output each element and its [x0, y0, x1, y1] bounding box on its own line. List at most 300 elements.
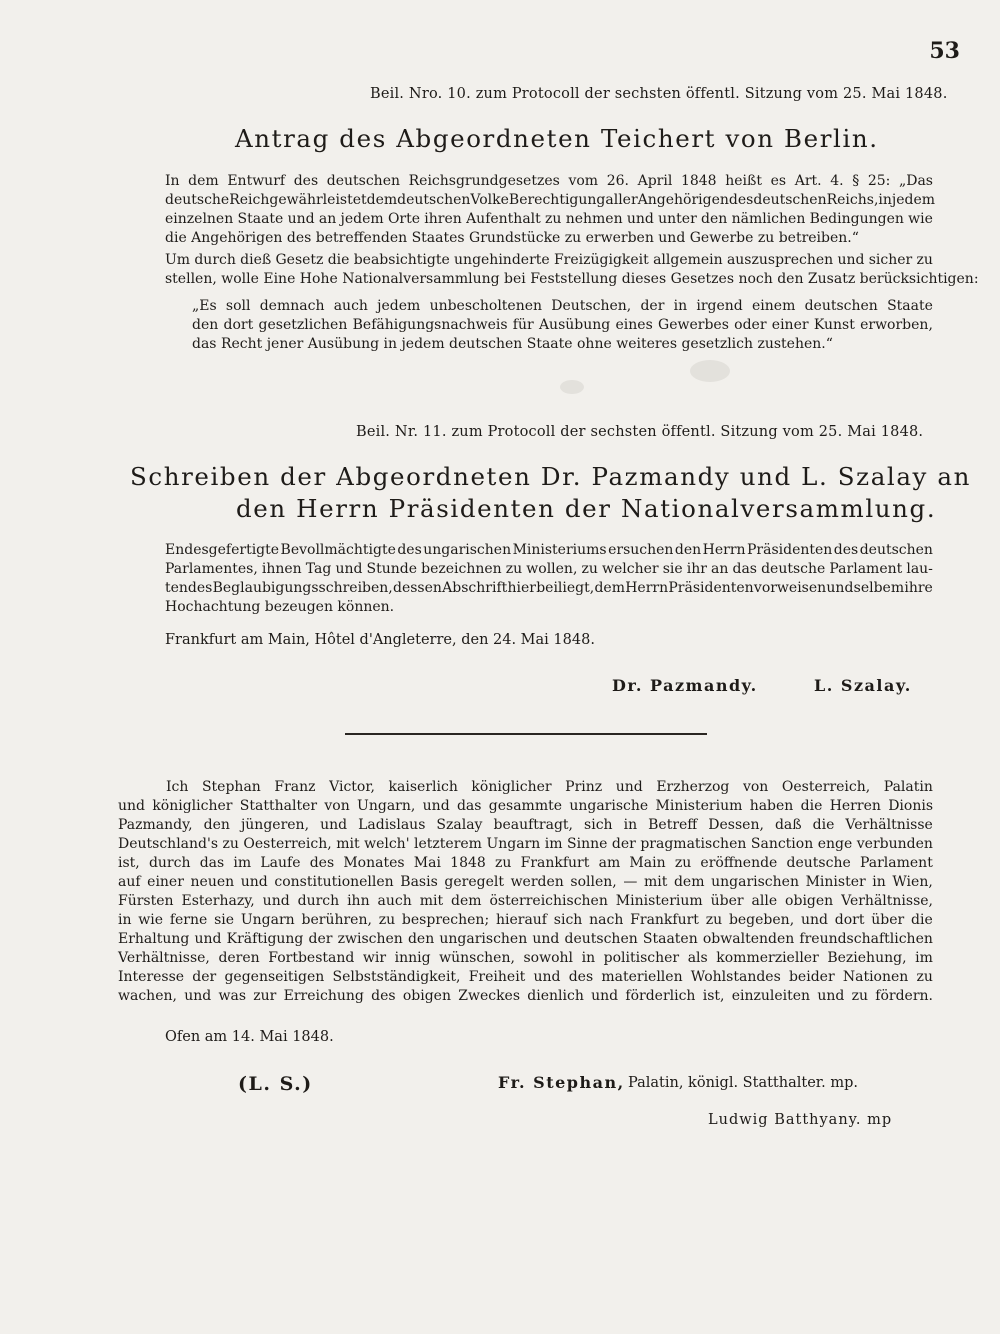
word: Oesterreich,: [243, 836, 332, 852]
word: Ministeriums: [512, 542, 607, 558]
word: werden: [510, 874, 564, 890]
text-line: stellen, wolle Eine Hohe Nationalversammlung bei Feststellung dieses Gesetzes noch den Zusatz berücksichtigen:: [165, 271, 979, 287]
word: der: [640, 298, 665, 314]
word: Ich: [166, 779, 189, 795]
word: den: [192, 317, 219, 333]
word: Befähigungsnachweis: [352, 317, 508, 333]
word: Ausübung: [538, 317, 611, 333]
word: des: [728, 192, 754, 208]
word: gewährleistet: [269, 192, 367, 208]
word: heißt: [725, 173, 762, 189]
signature-szalay: L. Szalay.: [814, 676, 912, 695]
word: sich: [553, 912, 583, 928]
word: deutschen: [859, 542, 933, 558]
word: hier: [507, 580, 536, 596]
word: durch: [194, 252, 236, 268]
word: Angehörigen: [637, 192, 729, 208]
text-line: [192, 316, 933, 335]
word: mit: [336, 836, 360, 852]
word: Ungarn,: [357, 798, 416, 814]
word: von: [324, 798, 350, 814]
text-line: [118, 930, 933, 949]
word: April: [637, 173, 673, 189]
word: zu: [705, 912, 723, 928]
word: gesammte: [488, 798, 563, 814]
word: nehmen: [565, 211, 623, 227]
annex-11-header: Beil. Nr. 11. zum Protocoll der sechsten öffentl. Sitzung vom 25. Mai 1848.: [356, 424, 924, 440]
word: Abschrift: [442, 580, 508, 596]
word: ist,: [702, 988, 725, 1004]
word: den: [674, 542, 702, 558]
word: ungarischen: [711, 874, 799, 890]
text-line: [118, 873, 933, 892]
word: bezeichnen: [421, 561, 502, 577]
word: deutsche: [165, 192, 230, 208]
word: Victor,: [329, 779, 375, 795]
word: dieß: [240, 252, 272, 268]
word: Sinne: [567, 836, 608, 852]
word: daß: [774, 817, 802, 833]
word: das: [732, 561, 757, 577]
word: Volke: [470, 192, 509, 208]
word: Erhaltung: [118, 931, 190, 947]
word: den: [407, 931, 435, 947]
word: jedem: [377, 298, 421, 314]
word: 1848: [680, 173, 717, 189]
word: dessen: [393, 580, 442, 596]
word: Dessen,: [708, 817, 764, 833]
word: wie: [908, 211, 933, 227]
word: deren: [218, 950, 260, 966]
word: Staaten: [642, 931, 698, 947]
word: zu: [674, 855, 692, 871]
word: „Das: [898, 173, 933, 189]
word: Verhältnisse: [845, 817, 933, 833]
word: und: [240, 874, 268, 890]
word: beabsichtigte: [353, 252, 450, 268]
word: selbem: [853, 580, 905, 596]
word: Palatin: [883, 779, 933, 795]
word: Pazmandy,: [118, 817, 193, 833]
word: Bevollmächtigte: [280, 542, 396, 558]
text-line: [165, 191, 936, 210]
annex-11-dateline: Frankfurt am Main, Hôtel d'Angleterre, den 24. Mai 1848.: [165, 632, 595, 648]
word: sollen,: [570, 874, 617, 890]
word: Stunde: [366, 561, 418, 577]
word: Kunst: [813, 317, 855, 333]
word: zu: [222, 836, 239, 852]
word: dort: [834, 912, 865, 928]
word: deutsche: [761, 561, 826, 577]
word: ihre: [904, 580, 933, 596]
word: politischer: [603, 950, 680, 966]
word: sie: [662, 561, 683, 577]
word: ist,: [118, 855, 140, 871]
word: einer: [147, 874, 184, 890]
word: Beglaubigungsschreiben,: [212, 580, 393, 596]
word: Berechtigung: [508, 192, 606, 208]
text-line: die Angehörigen des betreffenden Staates Grundstücke zu erwerben und Gewerbe zu betreiben.“: [165, 230, 859, 246]
word: Frankfurt: [630, 912, 699, 928]
word: verbunden: [856, 836, 933, 852]
word: Freizügigkeit: [553, 252, 649, 268]
word: das: [456, 798, 482, 814]
word: es: [770, 173, 787, 189]
signature-pazmandy: Dr. Pazmandy.: [612, 676, 758, 695]
word: der: [308, 931, 333, 947]
word: des: [568, 969, 594, 985]
word: tendes: [165, 580, 213, 596]
word: Oesterreich,: [781, 779, 871, 795]
word: Wien,: [892, 874, 933, 890]
word: in: [878, 192, 892, 208]
word: beider: [788, 969, 835, 985]
word: im: [915, 950, 933, 966]
signer-title: Palatin, königl. Statthalter. mp.: [628, 1075, 858, 1091]
word: obigen: [785, 893, 834, 909]
word: ungarischen: [423, 542, 512, 558]
word: Dionis: [888, 798, 933, 814]
word: mit: [643, 874, 668, 890]
word: deutschen: [397, 192, 471, 208]
word: Bedingungen: [809, 211, 904, 227]
word: und: [591, 988, 619, 1004]
word: einzuleiten: [731, 988, 811, 1004]
word: in: [872, 874, 886, 890]
word: der: [611, 836, 636, 852]
word: des: [293, 173, 319, 189]
word: und: [826, 580, 854, 596]
word: zu: [581, 561, 598, 577]
word: 25:: [867, 173, 891, 189]
word: des: [371, 988, 396, 1004]
word: zu: [545, 211, 562, 227]
word: zur: [253, 988, 277, 1004]
word: und: [287, 211, 315, 227]
word: kommerzieller: [716, 950, 819, 966]
word: für: [512, 317, 534, 333]
word: wir: [362, 950, 387, 966]
word: das: [199, 855, 225, 871]
word: über: [871, 912, 905, 928]
word: Esterhazy,: [181, 893, 255, 909]
word: erworben,: [860, 317, 933, 333]
paper-stain: [560, 380, 584, 394]
word: auch: [377, 893, 412, 909]
word: Entwurf: [227, 173, 286, 189]
word: —: [623, 874, 638, 890]
word: „Es: [192, 298, 217, 314]
word: sich: [584, 817, 613, 833]
text-line: [165, 541, 933, 560]
word: wie: [138, 912, 164, 928]
word: zu: [916, 969, 933, 985]
word: begeben,: [728, 912, 795, 928]
word: lau-: [906, 561, 933, 577]
word: Präsidenten: [747, 542, 833, 558]
word: Parlament: [859, 855, 933, 871]
word: eröffnende: [700, 855, 778, 871]
word: vorweisen: [753, 580, 827, 596]
word: Gesetz: [275, 252, 324, 268]
word: auszusprechen: [726, 252, 834, 268]
word: innig: [394, 950, 431, 966]
word: freundschaftlichen: [799, 931, 933, 947]
word: über: [710, 893, 744, 909]
word: Stephan: [201, 779, 261, 795]
word: österreichischen: [489, 893, 608, 909]
word: Frankfurt: [520, 855, 590, 871]
word: Betreff: [648, 817, 698, 833]
word: sicher: [868, 252, 913, 268]
word: Reich: [229, 192, 270, 208]
annex-10-header: Beil. Nro. 10. zum Protocoll der sechsten öffentl. Sitzung vom 25. Mai 1848.: [370, 86, 948, 102]
word: Prinz: [565, 779, 603, 795]
word: im: [233, 855, 252, 871]
word: ihren: [424, 211, 462, 227]
word: deutschen: [326, 173, 400, 189]
word: königlicher: [471, 779, 552, 795]
word: Zweckes: [458, 988, 521, 1004]
word: Main: [629, 855, 666, 871]
word: deutsche: [786, 855, 851, 871]
word: des: [309, 855, 335, 871]
word: jedem: [340, 211, 384, 227]
word: 1848: [450, 855, 486, 871]
word: Interesse: [118, 969, 185, 985]
word: Minister: [805, 874, 866, 890]
text-line: [118, 892, 933, 911]
word: 4.: [830, 173, 844, 189]
word: Statthalter: [239, 798, 318, 814]
word: dienlich: [527, 988, 584, 1004]
word: dem: [451, 893, 482, 909]
paper-stain: [690, 360, 730, 382]
word: deutschen: [804, 298, 878, 314]
word: und: [533, 969, 561, 985]
word: zu: [916, 252, 933, 268]
word: in: [673, 298, 688, 314]
word: die: [800, 798, 823, 814]
word: dem: [188, 173, 219, 189]
word: Kräftigung: [226, 931, 304, 947]
credential-dateline: Ofen am 14. Mai 1848.: [165, 1029, 334, 1045]
word: Endesgefertigte: [165, 542, 280, 558]
word: haben: [749, 798, 794, 814]
word: Orte: [387, 211, 421, 227]
word: fördern.: [875, 988, 933, 1004]
word: Parlamentes,: [165, 561, 258, 577]
word: In: [165, 173, 180, 189]
word: durch: [148, 855, 191, 871]
word: und: [184, 988, 212, 1004]
word: nämlichen: [731, 211, 806, 227]
word: Beziehung,: [827, 950, 907, 966]
word: beauftragt,: [493, 817, 573, 833]
word: wollen,: [526, 561, 578, 577]
word: unbescholtenen: [429, 298, 543, 314]
word: nach: [589, 912, 624, 928]
word: pragmatischen: [640, 836, 747, 852]
word: Freiheit: [468, 969, 526, 985]
word: jüngeren,: [240, 817, 310, 833]
annex-11-paragraph: [165, 541, 933, 617]
word: durch: [297, 893, 340, 909]
word: Aufenthalt: [466, 211, 541, 227]
word: Herrn: [625, 580, 669, 596]
word: Parlament: [829, 561, 903, 577]
word: einer: [771, 317, 809, 333]
word: ferne: [169, 912, 208, 928]
word: und: [262, 893, 290, 909]
text-line: Hochachtung bezeugen können.: [165, 599, 395, 615]
word: Monates: [343, 855, 405, 871]
text-line: [118, 778, 933, 797]
word: geregelt: [444, 874, 504, 890]
word: Szalay: [436, 817, 483, 833]
word: Reichsgrundgesetzes: [408, 173, 560, 189]
text-line: [118, 816, 933, 835]
word: eines: [615, 317, 653, 333]
word: ersuchen: [608, 542, 674, 558]
word: jedem: [891, 192, 936, 208]
annex-11-title-line-1: Schreiben der Abgeordneten Dr. Pazmandy und L. Szalay an: [130, 462, 971, 491]
word: ihnen: [261, 561, 302, 577]
word: und: [800, 912, 828, 928]
text-line: [165, 172, 933, 191]
word: dem: [594, 580, 625, 596]
word: beiliegt,: [536, 580, 595, 596]
word: einzelnen: [165, 211, 234, 227]
word: an: [711, 561, 729, 577]
word: Ungarn: [240, 912, 295, 928]
word: constitutionellen: [274, 874, 394, 890]
word: zu: [378, 912, 396, 928]
annex-10-title: Antrag des Abgeordneten Teichert von Berlin.: [235, 124, 879, 153]
text-line: [118, 835, 933, 854]
word: die: [812, 817, 835, 833]
word: Präsidenten: [668, 580, 754, 596]
word: und: [320, 817, 348, 833]
seal-mark: (L. S.): [238, 1073, 313, 1095]
word: von: [742, 779, 769, 795]
word: die: [911, 912, 933, 928]
word: des: [397, 542, 422, 558]
word: und: [335, 561, 363, 577]
word: Erzherzog: [656, 779, 730, 795]
word: förderlich: [625, 988, 696, 1004]
word: und: [422, 798, 450, 814]
word: Reichs,: [826, 192, 879, 208]
word: Sanction: [750, 836, 814, 852]
word: dem: [673, 874, 705, 890]
word: alle: [751, 893, 778, 909]
word: und: [118, 798, 145, 814]
text-line: [165, 560, 933, 579]
text-line: [118, 911, 933, 930]
word: deutschen: [564, 931, 638, 947]
word: materiellen: [601, 969, 683, 985]
word: soll: [225, 298, 251, 314]
word: sowohl: [523, 950, 574, 966]
text-line: [118, 968, 933, 987]
word: und: [817, 988, 845, 1004]
word: die: [327, 252, 350, 268]
word: ungehinderte: [454, 252, 550, 268]
word: den: [701, 211, 728, 227]
word: Herrn: [702, 542, 746, 558]
word: der: [192, 969, 217, 985]
word: Franz: [274, 779, 316, 795]
word: Verhältnisse,: [841, 893, 933, 909]
word: was: [218, 988, 246, 1004]
page-number: 53: [929, 38, 960, 64]
word: enge: [817, 836, 853, 852]
text-line: [192, 297, 933, 316]
word: Ungarn: [486, 836, 541, 852]
annex-10-paragraph-2: [165, 251, 979, 289]
word: Art.: [794, 173, 822, 189]
cosigner-signature: Ludwig Batthyany. mp: [708, 1112, 893, 1128]
word: 26.: [606, 173, 629, 189]
word: Ministerium: [655, 798, 743, 814]
word: einem: [752, 298, 796, 314]
word: letzterem: [414, 836, 482, 852]
text-line: [118, 854, 933, 873]
word: und: [194, 931, 222, 947]
text-line: [165, 210, 933, 229]
text-line: [118, 949, 933, 968]
word: Selbstständigkeit,: [332, 969, 461, 985]
word: ihn: [347, 893, 370, 909]
word: in: [118, 912, 132, 928]
word: unter: [658, 211, 697, 227]
word: gegenseitigen: [224, 969, 325, 985]
signer-name: Fr. Stephan,: [498, 1073, 625, 1092]
word: Fürsten: [118, 893, 174, 909]
annex-11-title-line-2: den Herrn Präsidenten der Nationalversammlung.: [236, 494, 937, 523]
word: berühren,: [301, 912, 372, 928]
word: wachen,: [118, 988, 177, 1004]
word: besprechen;: [401, 912, 490, 928]
credential-text: [118, 778, 933, 1006]
word: gesetzlichen: [258, 317, 348, 333]
word: und: [532, 931, 560, 947]
word: allgemein: [653, 252, 723, 268]
word: oder: [734, 317, 767, 333]
word: welch': [364, 836, 410, 852]
word: Staate: [237, 211, 284, 227]
text-line: das Recht jener Ausübung in jedem deutschen Staate ohne weiteres gesetzlich zustehen.“: [192, 336, 833, 352]
word: Basis: [400, 874, 438, 890]
word: zwischen: [337, 931, 403, 947]
text-line: [165, 579, 933, 598]
word: Wohlstandes: [690, 969, 781, 985]
word: Staate: [887, 298, 933, 314]
word: Gewerbes: [658, 317, 729, 333]
word: an: [318, 211, 337, 227]
word: Deutschland's: [118, 836, 219, 852]
word: und: [837, 252, 865, 268]
word: Ladislaus: [358, 817, 426, 833]
word: als: [687, 950, 708, 966]
word: obwaltenden: [702, 931, 795, 947]
word: Um: [165, 252, 191, 268]
text-line: [118, 797, 933, 816]
word: in: [623, 817, 638, 833]
word: kaiserlich: [388, 779, 458, 795]
word: Tag: [305, 561, 332, 577]
